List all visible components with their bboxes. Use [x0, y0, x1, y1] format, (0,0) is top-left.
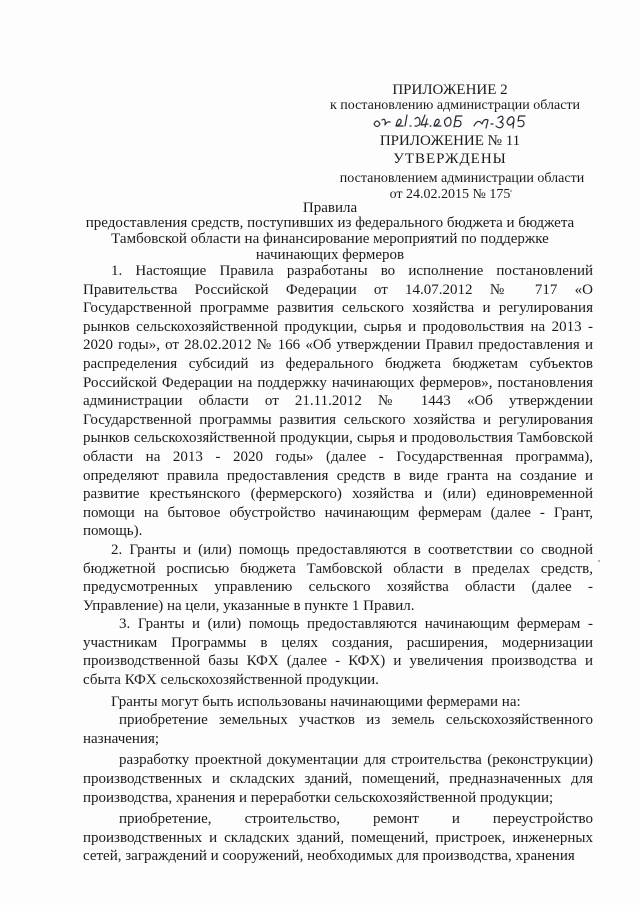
paragraph-3: 3. Гранты и (или) помощь предоставляются начинающим фермерам - участникам Программы в целях создания, расширения, модернизации производственной базы КФХ (далее - КФХ) и увеличения производства и сбыта КФХ сельскохозяйственной продукции.: [83, 616, 593, 689]
paragraph-2: 2. Гранты и (или) помощь предоставляются в соответствии со сводной бюджетной росписью бюджета Тамбовской области в пределах средств, предусмотренных управлению сельского хозяйства области (далее - Управление) на цели, указанные в пункте 1 Правил.: [83, 541, 593, 614]
approving-decree-date: от 24.02.2015 № 175: [389, 187, 511, 202]
scan-speck: [510, 190, 512, 192]
decree-line: к постановлению администрации области: [329, 98, 581, 113]
appendix-2-label: ПРИЛОЖЕНИЕ 2: [392, 82, 508, 98]
handwritten-date-signature: [370, 110, 530, 132]
paragraph-grants-usage: Гранты могут быть использованы начинающими фермерами на:: [111, 693, 521, 710]
list-item-land: приобретение земельных участков из земель сельскохозяйственного назначения;: [83, 712, 593, 747]
document-body: [83, 262, 593, 866]
list-item-construction: приобретение, строительство, ремонт и переустройство производственных и складских зданий, помещений, пристроек, инженерных сетей, заграждений и сооружений, необходимых для производства, хранения: [83, 811, 593, 865]
document-title: Правила: [302, 200, 358, 216]
appendix-11-label: ПРИЛОЖЕНИЕ № 11: [379, 133, 521, 149]
approved-label: УТВЕРЖДЕНЫ: [393, 151, 507, 167]
scan-speck: [598, 560, 600, 562]
approving-decree-line: постановлением администрации области: [339, 171, 585, 186]
list-item-design-docs: разработку проектной документации для строительства (реконструкции) производственных и складских зданий, помещений, предназначенных для производства, хранения и переработки сельскохозяйственной продукции;: [83, 752, 593, 806]
document-subtitle: предоставления средств, поступивших из федерального бюджета и бюджета Тамбовской области на финансирование мероприятий по поддержке начинающих фермеров: [85, 215, 575, 263]
paragraph-1: 1. Настоящие Правила разработаны во исполнение постановлений Правительства Российской Федерации от 14.07.2012 № 717 «О Государственной программе развития сельского хозяйства и регулирования рынков сельскохозяйственной продукции, сырья и продовольствия на 2013 - 2020 годы», от 28.02.2012 № 166 «Об утверждении Правил предоставления и распределения субсидий из федерального бюджета бюджетам субъектов Российской Федерации на поддержку начинающих фермеров», постановления администрации области от 21.11.2012 № 1443 «Об утверждении Государственной программы развития сельского хозяйства и регулирования рынков сельскохозяйственной продукции, сырья и продовольствия Тамбовской области на 2013 - 2020 годы» (далее - Государственная программа), определяют правила предоставления средств в виде гранта на создание и развитие крестьянского (фермерского) хозяйства и (или) единовременной помощи на бытовое обустройство начинающим фермерам (далее - Грант, помощь).: [83, 263, 593, 540]
